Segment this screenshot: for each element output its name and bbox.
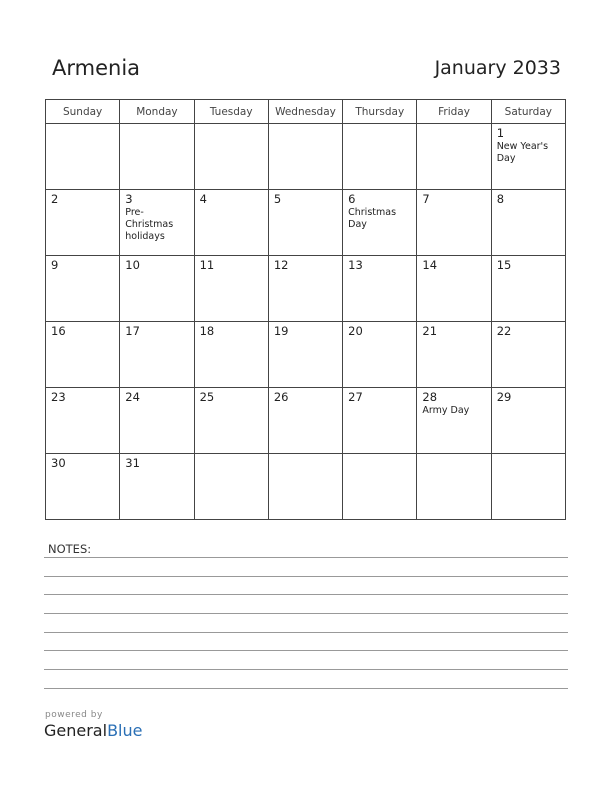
day-cell [268, 124, 342, 190]
day-cell [343, 322, 417, 388]
notes-label: NOTES: [48, 542, 92, 556]
notes-line [44, 669, 568, 670]
day-cell [120, 190, 194, 256]
day-cell [120, 454, 194, 520]
day-number: 1 [496, 126, 505, 140]
day-cell [46, 454, 120, 520]
day-number: 9 [51, 258, 59, 272]
day-number: 10 [125, 258, 140, 272]
day-number: 26 [273, 390, 289, 404]
weekday-thursday: Thursday [343, 100, 417, 124]
holiday-label: Army Day [422, 405, 470, 416]
day-number: 24 [125, 390, 140, 404]
day-cell [417, 388, 491, 454]
day-cell [491, 454, 565, 520]
day-cell [120, 256, 194, 322]
day-number: 13 [348, 258, 363, 272]
country-title: Armenia [52, 56, 141, 80]
day-number: 22 [496, 324, 512, 338]
day-cell [343, 454, 417, 520]
day-number: 11 [199, 258, 215, 272]
notes-line [44, 632, 568, 633]
day-cell [46, 388, 120, 454]
day-number: 8 [496, 192, 505, 206]
day-number: 4 [199, 192, 207, 206]
day-cell [120, 322, 194, 388]
weekday-wednesday: Wednesday [268, 100, 342, 124]
day-number: 31 [125, 456, 140, 470]
day-cell [491, 322, 565, 388]
weekday-header-row [46, 100, 566, 124]
day-cell [120, 124, 194, 190]
day-cell [417, 322, 491, 388]
week-row [46, 454, 566, 520]
notes-line [44, 688, 568, 689]
day-number: 3 [125, 192, 133, 206]
day-number: 6 [348, 192, 356, 206]
day-cell [491, 256, 565, 322]
day-cell [343, 256, 417, 322]
weekday-saturday: Saturday [491, 100, 565, 124]
day-number: 23 [51, 390, 66, 404]
day-cell [46, 124, 120, 190]
day-number: 29 [496, 390, 512, 404]
day-cell [268, 190, 342, 256]
week-row [46, 256, 566, 322]
day-cell [268, 388, 342, 454]
week-row [46, 190, 566, 256]
day-number: 17 [125, 324, 140, 338]
day-cell [268, 322, 342, 388]
powered-by-text: powered by [45, 710, 103, 720]
day-cell [491, 388, 565, 454]
day-cell [491, 124, 565, 190]
day-number: 19 [273, 324, 289, 338]
notes-line [44, 557, 568, 558]
day-cell [194, 124, 268, 190]
day-number: 5 [273, 192, 282, 206]
day-cell [194, 454, 268, 520]
day-cell [194, 190, 268, 256]
day-number: 15 [496, 258, 512, 272]
notes-line [44, 650, 568, 651]
brand-blue: Blue [107, 721, 143, 740]
notes-line [44, 594, 568, 595]
weekday-sunday: Sunday [46, 100, 120, 124]
month-title: January 2033 [434, 57, 561, 79]
day-cell [417, 124, 491, 190]
day-cell [491, 190, 565, 256]
holiday-label: New Year's Day [496, 141, 549, 164]
day-number: 16 [51, 324, 66, 338]
day-number: 7 [422, 192, 430, 206]
day-number: 12 [273, 258, 289, 272]
day-number: 20 [348, 324, 363, 338]
weekday-friday: Friday [417, 100, 491, 124]
day-cell [194, 322, 268, 388]
weekday-tuesday: Tuesday [194, 100, 268, 124]
brand-general: General [44, 721, 108, 740]
notes-line [44, 613, 568, 614]
day-number: 18 [199, 324, 215, 338]
day-cell [268, 256, 342, 322]
day-cell [194, 388, 268, 454]
week-row [46, 124, 566, 190]
weekday-monday: Monday [120, 100, 194, 124]
notes-line [44, 576, 568, 577]
day-cell [46, 190, 120, 256]
week-row [46, 388, 566, 454]
day-cell [268, 454, 342, 520]
day-cell [120, 388, 194, 454]
day-cell [417, 454, 491, 520]
day-number: 28 [422, 390, 438, 404]
day-number: 30 [51, 456, 66, 470]
calendar-grid [45, 99, 566, 520]
holiday-label: Christmas Day [348, 207, 397, 230]
day-cell [46, 322, 120, 388]
day-cell [343, 124, 417, 190]
day-cell [417, 256, 491, 322]
day-cell [343, 388, 417, 454]
week-row [46, 322, 566, 388]
brand-logo [44, 721, 142, 740]
day-number: 25 [199, 390, 215, 404]
day-number: 14 [422, 258, 438, 272]
day-number: 21 [422, 324, 438, 338]
day-cell [343, 190, 417, 256]
day-cell [46, 256, 120, 322]
day-number: 27 [348, 390, 363, 404]
holiday-label: Pre-Christmas holidays [125, 207, 174, 242]
day-number: 2 [51, 192, 59, 206]
day-cell [417, 190, 491, 256]
day-cell [194, 256, 268, 322]
